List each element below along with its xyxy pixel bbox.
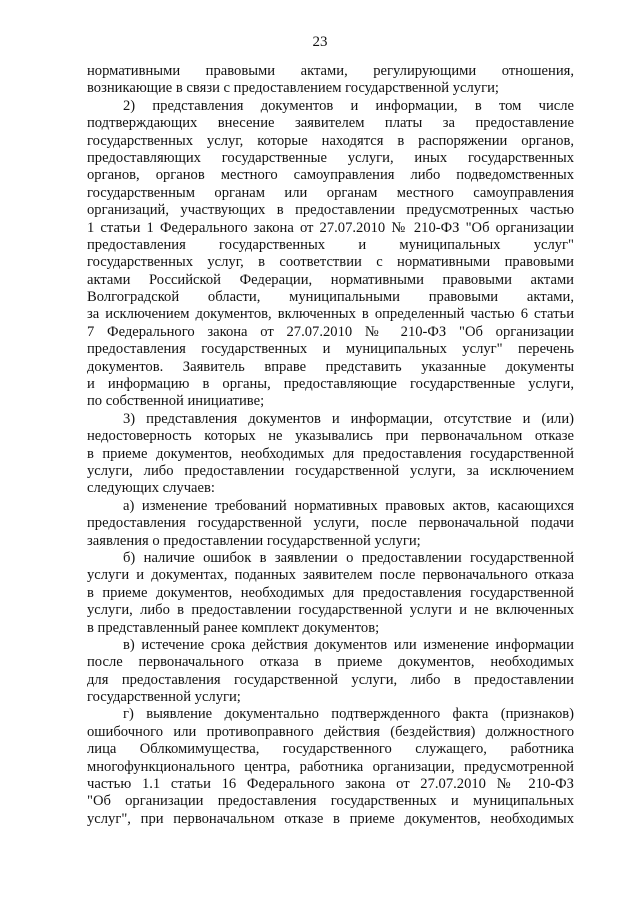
text-line: недостоверность которых не указывались при первоначальном отказе: [87, 428, 574, 445]
text-line: услуги и документах, поданных заявителем после первоначального отказа: [87, 567, 574, 584]
text-line: государственным органам или органам местного самоуправления: [87, 184, 574, 201]
text-line: услуги, либо предоставлении государственной услуги, за исключением: [87, 462, 574, 479]
text-line: государственных услуг, в соответствии с нормативными правовыми: [87, 254, 574, 271]
text-line: следующих случаев:: [87, 480, 215, 497]
text-line: в приеме документов, необходимых для предоставления государственной: [87, 584, 574, 601]
text-line: услуг", при первоначальном отказе в приеме документов, необходимых: [87, 810, 574, 827]
text-line: предоставляющих государственные услуги, иных государственных: [87, 149, 574, 166]
text-line: органов, органов местного самоуправления либо подведомственных: [87, 167, 574, 184]
text-line: по собственной инициативе;: [87, 393, 265, 410]
text-line: 2) представления документов и информации, в том числе: [123, 97, 574, 114]
text-line: предоставления государственных и муниципальных услуг" перечень: [87, 341, 574, 358]
text-line: возникающие в связи с предоставлением государственной услуги;: [87, 80, 499, 97]
text-line: многофункционального центра, работника организации, предусмотренной: [87, 758, 574, 775]
text-line: г) выявление документально подтвержденного факта (признаков): [123, 706, 574, 723]
text-line: 7 Федерального закона от 27.07.2010 № 210-ФЗ "Об организации: [87, 323, 574, 340]
text-line: лица Облкомимущества, государственного служащего, работника: [87, 741, 574, 758]
text-line: организаций, участвующих в предоставлении предусмотренных частью: [87, 202, 574, 219]
text-line: а) изменение требований нормативных правовых актов, касающихся: [123, 497, 574, 514]
text-line: частью 1.1 статьи 16 Федерального закона от 27.07.2010 № 210-ФЗ: [87, 776, 574, 793]
text-line: в) истечение срока действия документов или изменение информации: [123, 636, 574, 653]
text-line: актами Российской Федерации, нормативными правовыми актами: [87, 271, 574, 288]
text-line: документов. Заявитель вправе представить указанные документы: [87, 358, 574, 375]
text-line: государственных услуг, которые находятся в распоряжении органов,: [87, 132, 574, 149]
text-line: услуги, либо в предоставлении государственной услуги и не включенных: [87, 602, 574, 619]
document-body: [87, 63, 574, 828]
text-line: государственной услуги;: [87, 689, 241, 706]
text-line: нормативными правовыми актами, регулирующими отношения,: [87, 63, 574, 79]
text-line: ошибочного или противоправного действия (бездействия) должностного: [87, 723, 574, 740]
text-line: в приеме документов, необходимых для предоставления государственной: [87, 445, 574, 462]
text-line: в представленный ранее комплект документов;: [87, 619, 380, 636]
text-line: б) наличие ошибок в заявлении о предоставлении государственной: [123, 549, 574, 566]
text-line: и информацию в органы, предоставляющие государственные услуги,: [87, 376, 574, 393]
text-line: "Об организации предоставления государственных и муниципальных: [87, 793, 574, 810]
page-number: 23: [312, 34, 328, 50]
text-line: предоставления государственной услуги, после первоначальной подачи: [87, 515, 574, 532]
text-line: 1 статьи 1 Федерального закона от 27.07.2010 № 210-ФЗ "Об организации: [87, 219, 574, 236]
text-line: после первоначального отказа в приеме документов, необходимых: [87, 654, 574, 671]
text-line: 3) представления документов и информации, отсутствие и (или): [123, 410, 574, 427]
text-line: Волгоградской области, муниципальными правовыми актами,: [87, 289, 574, 306]
text-line: за исключением документов, включенных в определенный частью 6 статьи: [87, 306, 574, 323]
text-line: для предоставления государственной услуги, либо в предоставлении: [87, 671, 574, 688]
text-line: заявления о предоставлении государственной услуги;: [87, 532, 421, 549]
text-line: предоставления государственных и муниципальных услуг": [87, 236, 574, 253]
text-line: подтверждающих внесение заявителем платы за предоставление: [87, 115, 574, 132]
